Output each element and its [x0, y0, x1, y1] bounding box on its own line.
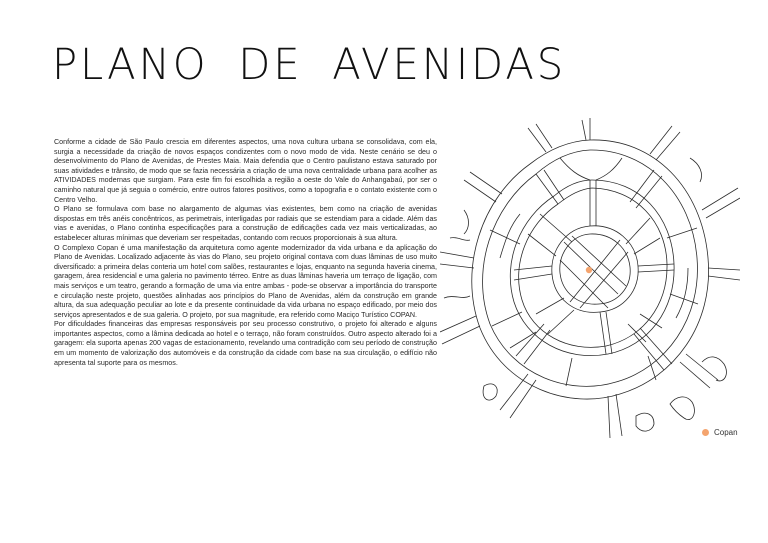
radial-avenue [708, 268, 740, 280]
copan-legend-label: Copan [714, 428, 738, 437]
radial-avenue [608, 394, 622, 438]
inner-perimeter-ring-inner [560, 234, 630, 304]
radial-avenue [440, 316, 480, 344]
copan-legend-dot [702, 429, 709, 436]
copan-marker [586, 267, 592, 273]
radial-avenue [528, 124, 552, 152]
radial-avenue [582, 120, 586, 140]
paragraph-copan: O Complexo Copan é uma manifestação da arquitetura como agente modernizador da vida urbana e da aplicação do Plano de Avenidas. Localizado adjacente às vias do Plano, seu projeto original contava com duas lâminas de uso muito diversificado: a primeira delas conteria um hotel com salões, restaurantes e lojas, enquanto na segunda haveria cinema, garagem, área residencial e uma galeria no pavimento térreo. Entre as duas lâminas haveria um terraço de ligação, com mais serviços e um teatro, gerando a formação de uma via entre ambas - pode-se observar a importância do transporte e circulação neste projeto, questões alinhadas aos princípios do Plano de Avenidas, além da construção em grande altura, da sua adequação peculiar ao lote e da presente continuidade da vida urbana no espaço edificado, por meio dos serviços apresentados e de sua galeria. O projeto, por sua magnitude, era referido como Maciço Turístico COPAN. [54, 243, 437, 319]
paragraph-intro: Conforme a cidade de São Paulo crescia em diferentes aspectos, uma nova cultura urbana se consolidava, com ela, surgia a necessidade da criação de novos espaços condizentes com o novo modo de vida. Neste cenário se deu o desenvolvimento do Plano de Avenidas, de Prestes Maia. Maia defendia que o Centro paulistano estava saturado por suas atividades e trânsito, de modo que se fazia necessária a criação de uma nova centralidade urbana para acolher as ATIVIDADES modernas que surgiam. Para este fim foi escolhida a região a oeste do Vale do Anhangabaú, por ser o caminho natural que já seguia o comércio, entre outros fatores positivos, como a topografia e o contato existente com o Centro Velho. [54, 138, 437, 204]
body-text [54, 138, 437, 368]
radial-avenue [650, 126, 680, 160]
page-title: PLANO DE AVENIDAS [52, 40, 567, 90]
paragraph-plan: O Plano se formulava com base no alargamento de algumas vias existentes, bem como na criação de avenidas dispostas em três anéis concêntricos, as perimetrais, interligadas por radiais que se estendiam para a cidade. Além das vias e avenidas, o Plano continha especificações para a construção de edificações cada vez mais verticalizadas, ao estabelecer alturas mínimas que deveriam ser respeitadas, contando com recuos proporcionais à sua altura. [54, 205, 437, 242]
paragraph-changes: Por dificuldades financeiras das empresas responsáveis por seu processo construtivo, o projeto foi alterado e alguns importantes aspectos, como a lâmina dedicada ao hotel e o terraço, não foram construídos. Outro aspecto alterado foi a garagem: ela suporta apenas 200 vagas de estacionamento, revelando uma contradição com seu período de construção em um momento de valorização dos automóveis e da construção da cidade com base na sua circulação, o edifício não apresenta tal suporte para os mesmos. [54, 320, 437, 367]
radial-avenue [680, 354, 718, 388]
radial-avenue [464, 172, 502, 202]
radial-avenue [702, 188, 740, 218]
inner-perimeter-ring [552, 226, 638, 312]
radial-avenue [440, 252, 474, 268]
radial-avenue [500, 374, 536, 418]
avenue-plan-map [440, 118, 740, 448]
map-legend [702, 428, 738, 437]
middle-perimeter-ring-inner [519, 188, 667, 347]
